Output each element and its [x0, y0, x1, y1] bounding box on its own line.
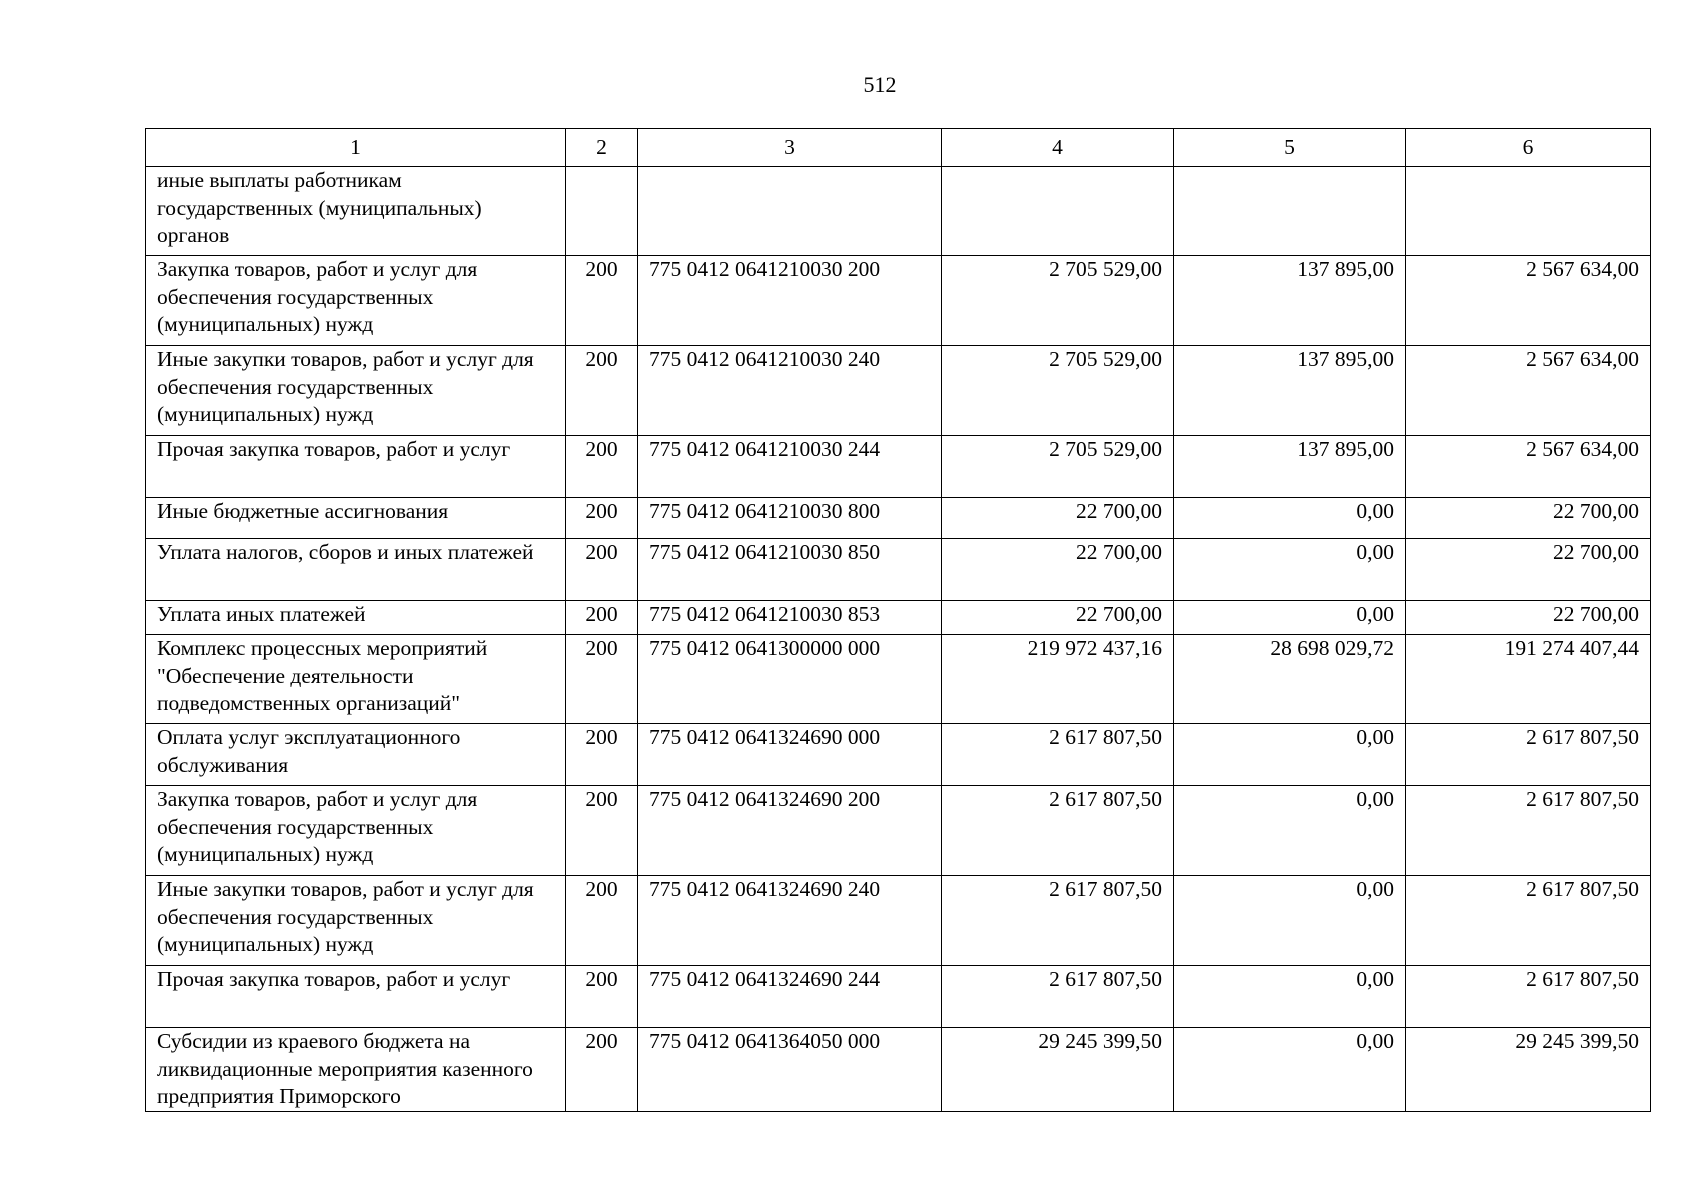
row-kbk: 775 0412 0641210030 850	[638, 539, 942, 601]
row-value-5: 0,00	[1174, 786, 1406, 876]
row-kbk: 775 0412 0641364050 000	[638, 1028, 942, 1112]
row-name: Иные бюджетные ассигнования	[146, 498, 566, 539]
row-value-5: 0,00	[1174, 1028, 1406, 1112]
row-value-6: 2 617 807,50	[1406, 786, 1651, 876]
column-header-3: 3	[638, 129, 942, 167]
row-name: Уплата налогов, сборов и иных платежей	[146, 539, 566, 601]
table-row	[146, 1028, 1651, 1112]
row-kbk: 775 0412 0641210030 240	[638, 346, 942, 436]
table-row	[146, 601, 1651, 635]
row-value-6: 2 567 634,00	[1406, 346, 1651, 436]
row-code: 200	[566, 256, 638, 346]
row-kbk: 775 0412 0641300000 000	[638, 635, 942, 724]
row-name: Иные закупки товаров, работ и услуг для обеспечения государственных (муниципальных) нужд	[146, 346, 566, 436]
row-value-6: 2 617 807,50	[1406, 876, 1651, 966]
row-name: Уплата иных платежей	[146, 601, 566, 635]
row-kbk: 775 0412 0641210030 853	[638, 601, 942, 635]
row-name: Комплекс процессных мероприятий "Обеспечение деятельности подведомственных организаций"	[146, 635, 566, 724]
row-value-4: 2 705 529,00	[942, 346, 1174, 436]
row-kbk: 775 0412 0641324690 240	[638, 876, 942, 966]
table-row	[146, 635, 1651, 724]
row-value-4	[942, 167, 1174, 256]
row-value-5: 0,00	[1174, 966, 1406, 1028]
row-code: 200	[566, 876, 638, 966]
row-value-6: 2 567 634,00	[1406, 436, 1651, 498]
table-row	[146, 498, 1651, 539]
row-value-5: 137 895,00	[1174, 256, 1406, 346]
table-row	[146, 167, 1651, 256]
row-code: 200	[566, 601, 638, 635]
row-value-4: 29 245 399,50	[942, 1028, 1174, 1112]
row-code: 200	[566, 539, 638, 601]
row-kbk: 775 0412 0641324690 000	[638, 724, 942, 786]
row-value-5: 0,00	[1174, 724, 1406, 786]
row-value-6: 2 617 807,50	[1406, 724, 1651, 786]
table-row	[146, 786, 1651, 876]
column-header-6: 6	[1406, 129, 1651, 167]
row-value-5: 0,00	[1174, 539, 1406, 601]
row-value-6: 2 567 634,00	[1406, 256, 1651, 346]
row-value-6: 22 700,00	[1406, 498, 1651, 539]
row-code: 200	[566, 635, 638, 724]
row-code: 200	[566, 1028, 638, 1112]
row-value-4: 22 700,00	[942, 498, 1174, 539]
column-header-2: 2	[566, 129, 638, 167]
row-kbk	[638, 167, 942, 256]
row-code: 200	[566, 786, 638, 876]
row-code: 200	[566, 436, 638, 498]
table-row	[146, 256, 1651, 346]
column-header-5: 5	[1174, 129, 1406, 167]
row-code: 200	[566, 498, 638, 539]
row-code: 200	[566, 724, 638, 786]
row-name: Оплата услуг эксплуатационного обслуживания	[146, 724, 566, 786]
table-row	[146, 966, 1651, 1028]
table-row	[146, 724, 1651, 786]
row-code: 200	[566, 346, 638, 436]
row-value-5: 0,00	[1174, 601, 1406, 635]
row-value-4: 22 700,00	[942, 601, 1174, 635]
row-kbk: 775 0412 0641210030 244	[638, 436, 942, 498]
row-value-4: 2 705 529,00	[942, 256, 1174, 346]
row-value-6: 22 700,00	[1406, 539, 1651, 601]
column-header-1: 1	[146, 129, 566, 167]
row-value-4: 2 617 807,50	[942, 966, 1174, 1028]
row-value-6: 2 617 807,50	[1406, 966, 1651, 1028]
row-name: Закупка товаров, работ и услуг для обеспечения государственных (муниципальных) нужд	[146, 786, 566, 876]
row-name: Прочая закупка товаров, работ и услуг	[146, 436, 566, 498]
table-row	[146, 539, 1651, 601]
row-name: Субсидии из краевого бюджета на ликвидационные мероприятия казенного предприятия Приморского	[146, 1028, 566, 1112]
row-value-5: 28 698 029,72	[1174, 635, 1406, 724]
row-kbk: 775 0412 0641210030 200	[638, 256, 942, 346]
row-value-5: 137 895,00	[1174, 436, 1406, 498]
row-kbk: 775 0412 0641324690 200	[638, 786, 942, 876]
row-value-5	[1174, 167, 1406, 256]
table-row	[146, 876, 1651, 966]
row-name: Прочая закупка товаров, работ и услуг	[146, 966, 566, 1028]
row-value-6	[1406, 167, 1651, 256]
row-kbk: 775 0412 0641324690 244	[638, 966, 942, 1028]
row-kbk: 775 0412 0641210030 800	[638, 498, 942, 539]
row-value-4: 2 617 807,50	[942, 724, 1174, 786]
table-row	[146, 436, 1651, 498]
row-value-4: 2 617 807,50	[942, 786, 1174, 876]
row-value-6: 191 274 407,44	[1406, 635, 1651, 724]
row-value-5: 0,00	[1174, 876, 1406, 966]
row-name: иные выплаты работникам государственных (муниципальных) органов	[146, 167, 566, 256]
row-value-4: 22 700,00	[942, 539, 1174, 601]
row-value-6: 29 245 399,50	[1406, 1028, 1651, 1112]
row-code	[566, 167, 638, 256]
column-header-4: 4	[942, 129, 1174, 167]
row-value-5: 137 895,00	[1174, 346, 1406, 436]
budget-table	[145, 128, 1651, 1112]
row-value-5: 0,00	[1174, 498, 1406, 539]
header-row	[146, 129, 1651, 167]
table-row	[146, 346, 1651, 436]
row-value-4: 219 972 437,16	[942, 635, 1174, 724]
page-number: 512	[863, 72, 897, 97]
row-name: Иные закупки товаров, работ и услуг для обеспечения государственных (муниципальных) нужд	[146, 876, 566, 966]
row-value-4: 2 617 807,50	[942, 876, 1174, 966]
row-name: Закупка товаров, работ и услуг для обеспечения государственных (муниципальных) нужд	[146, 256, 566, 346]
row-code: 200	[566, 966, 638, 1028]
row-value-6: 22 700,00	[1406, 601, 1651, 635]
row-value-4: 2 705 529,00	[942, 436, 1174, 498]
